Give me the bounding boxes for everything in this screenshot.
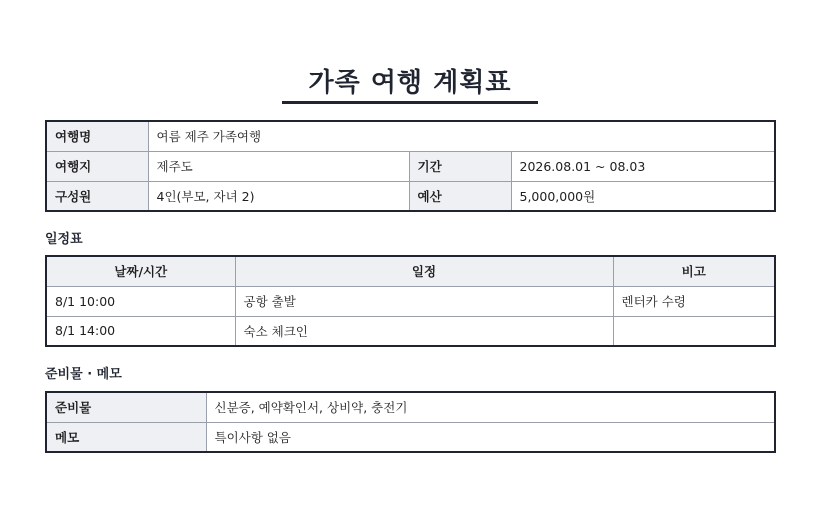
schedule-datetime-cell: 8/1 10:00	[46, 286, 235, 316]
table-row	[46, 181, 775, 211]
schedule-section-title: 일정표	[45, 232, 83, 247]
table-row	[46, 422, 775, 452]
trip-name-value: 여름 제주 가족여행	[148, 121, 775, 151]
schedule-event-cell: 공항 출발	[235, 286, 613, 316]
schedule-notes-cell: 렌터카 수령	[613, 286, 775, 316]
trip-info-table	[45, 120, 776, 212]
period-label: 기간	[409, 151, 511, 181]
schedule-datetime-cell: 8/1 14:00	[46, 316, 235, 346]
column-header-notes: 비고	[613, 256, 775, 286]
items-value: 신분증, 예약확인서, 상비약, 충전기	[206, 392, 775, 422]
table-row	[46, 316, 775, 346]
members-value: 4인(부모, 자녀 2)	[148, 181, 409, 211]
budget-label: 예산	[409, 181, 511, 211]
members-label: 구성원	[46, 181, 148, 211]
memo-label: 메모	[46, 422, 206, 452]
schedule-event-cell: 숙소 체크인	[235, 316, 613, 346]
trip-name-label: 여행명	[46, 121, 148, 151]
table-row	[46, 151, 775, 181]
table-header-row	[46, 256, 775, 286]
period-value: 2026.08.01 ~ 08.03	[511, 151, 775, 181]
prep-section-title: 준비물 · 메모	[45, 367, 122, 382]
items-label: 준비물	[46, 392, 206, 422]
column-header-schedule: 일정	[235, 256, 613, 286]
table-row	[46, 286, 775, 316]
destination-label: 여행지	[46, 151, 148, 181]
title-underline	[282, 101, 538, 104]
memo-value: 특이사항 없음	[206, 422, 775, 452]
budget-value: 5,000,000원	[511, 181, 775, 211]
table-row	[46, 392, 775, 422]
column-header-datetime: 날짜/시간	[46, 256, 235, 286]
prep-memo-table	[45, 391, 776, 453]
schedule-table	[45, 255, 776, 347]
schedule-notes-cell	[613, 316, 775, 346]
table-row	[46, 121, 775, 151]
page-title: 가족 여행 계획표	[308, 68, 512, 98]
destination-value: 제주도	[148, 151, 409, 181]
